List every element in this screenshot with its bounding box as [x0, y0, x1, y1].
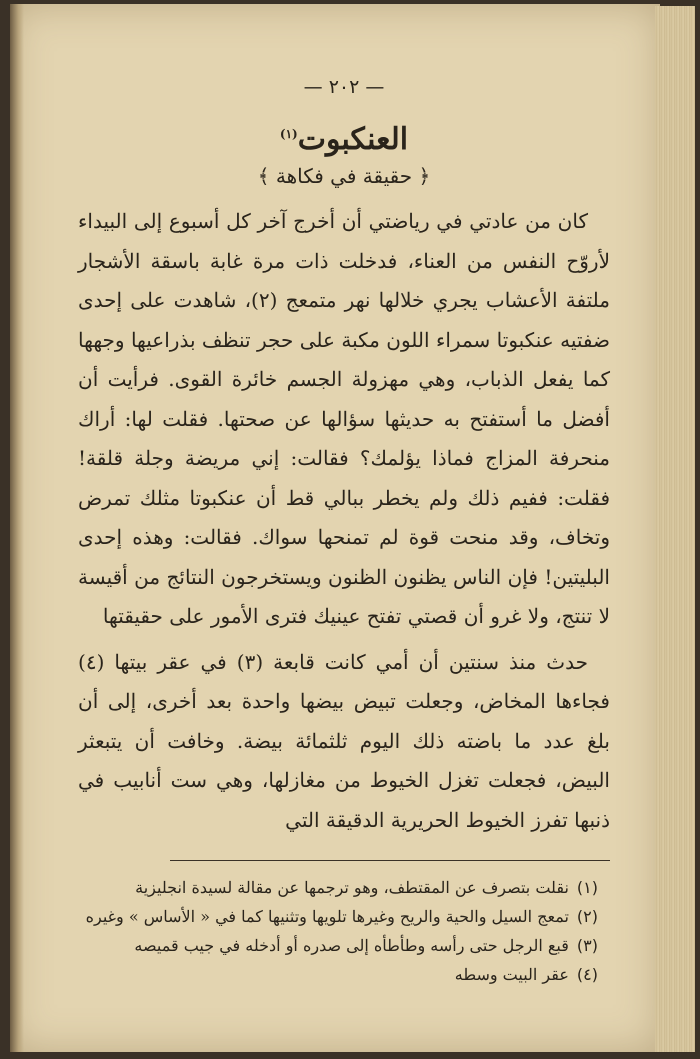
- footnote-3: [78, 931, 598, 960]
- footnote-text: تمعج السيل والحية والريح وغيرها تلويها وتثنيها كما في « الأساس » وغيره: [85, 907, 569, 926]
- footnote-text: عقر البيت وسطه: [454, 965, 569, 984]
- paragraph-1: كان من عادتي في رياضتي أن أخرج آخر كل أسبوع إلى البيداء لأروّح النفس من العناء، فدخلت ذات مرة غابة باسقة الأشجار ملتفة الأعشاب يجري خلالها نهر متمعج (٢)، شاهدت على إحدى ضفتيه عنكبوتا سمراء اللون مكبة على حجر تنظف بذراعيها وجهها كما يفعل الذباب، وهي مهزولة الجسم خائرة القوى. فرأيت أن أفضل ما أستفتح به حديثها سؤالها عن صحتها. فقلت لها: أراك منحرفة المزاج فماذا يؤلمك؟ فقالت: إني مريضة وجلة قلقة! فقلت: ففيم ذلك ولم يخطر ببالي قط أن عنكبوتا مثلك تمرض وتخاف، وقد منحت قوة لم تمنحها سواك. فقالت: وهذه إحدى البليتين! فإن الناس يظنون الظنون ويستخرجون النتائج من أقيسة لا تنتج، ولا غرو أن قصتي تفتح عينيك فترى الأمور على حقيقتها: [78, 209, 610, 628]
- page-number: — ٢٠٢ —: [303, 76, 385, 98]
- footnote-number: (١): [576, 878, 598, 897]
- footnotes: [78, 873, 610, 989]
- footnote-divider: [170, 860, 610, 861]
- book-page: [10, 4, 660, 1052]
- title-footnote-ref: (١): [279, 127, 298, 141]
- chapter-title: [78, 114, 610, 160]
- page-content: [78, 76, 610, 989]
- footnote-number: (٢): [576, 907, 598, 926]
- footnote-text: نقلت بتصرف عن المقتطف، وهو ترجمها عن مقالة لسيدة انجليزية: [135, 878, 569, 897]
- paragraph-2: حدث منذ سنتين أن أمي كانت قابعة (٣) في عقر بيتها (٤) فجاءها المخاض، وجعلت تبيض بيضها واحدة بعد أخرى، إلى أن بلغ عدد ما باضته ذلك اليوم ثلثمائة بيضة. وخافت أن يتبعثر البيض، فجعلت تغزل الخيوط من مغازلها، وهي ست أنابيب في ذنبها تفرز الخيوط الحريرية الدقيقة التي: [78, 649, 610, 832]
- footnote-number: (٤): [576, 965, 598, 984]
- chapter-title-text: العنكبوت: [297, 122, 409, 157]
- footnote-4: [78, 960, 598, 989]
- page-stack-edge: [655, 6, 695, 1052]
- footnote-number: (٣): [576, 936, 598, 955]
- body-text: [78, 202, 610, 840]
- footnote-1: [78, 873, 598, 902]
- chapter-subtitle: ﴿ حقيقة في فكاهة ﴾: [257, 164, 431, 188]
- footnote-text: قبع الرجل حتى رأسه وطأطأه إلى صدره أو أدخله في جيب قميصه: [134, 936, 569, 955]
- binding-shadow: [10, 4, 24, 1052]
- footnote-2: [78, 902, 598, 931]
